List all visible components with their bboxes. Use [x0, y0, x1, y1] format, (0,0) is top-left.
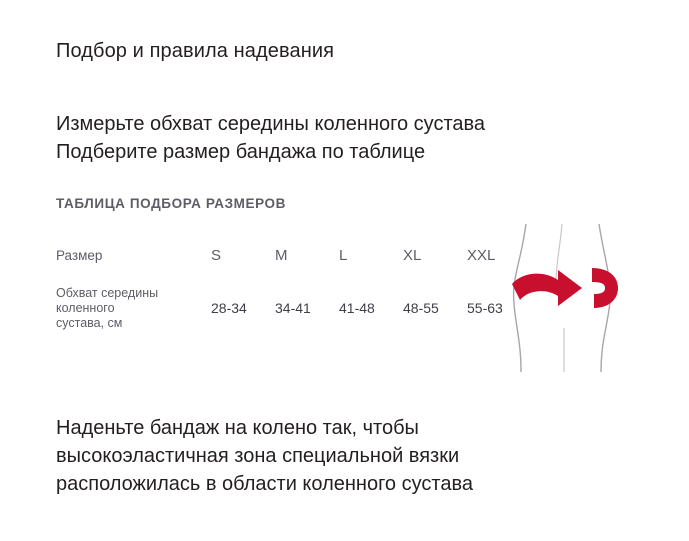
table-cell-value: 28-34 — [211, 300, 247, 316]
table-header-size: XL — [403, 246, 422, 264]
table-row-label — [56, 277, 211, 339]
table-header-size: S — [211, 246, 222, 264]
table-cell-value: 34-41 — [275, 300, 311, 316]
table-row-label-line: коленного — [56, 300, 115, 315]
size-table-title: ТАБЛИЦА ПОДБОРА РАЗМЕРОВ — [56, 196, 286, 211]
instruction-step-three — [56, 414, 473, 498]
knee-brace-illustration — [504, 224, 636, 372]
table-row — [56, 277, 531, 339]
instruction-line: Подберите размер бандажа по таблице — [56, 141, 426, 163]
table-row-header — [56, 233, 531, 277]
table-row-label-line: сустава, см — [56, 315, 123, 330]
table-cell-value: 55-63 — [467, 300, 503, 316]
table-header-size: L — [339, 246, 348, 264]
table-row-label-line: Обхват середины — [56, 285, 159, 300]
table-cell-value: 41-48 — [339, 300, 375, 316]
instruction-line: Наденьте бандаж на колено так, чтобы — [56, 417, 419, 439]
table-header-size: XXL — [467, 246, 496, 264]
instruction-step-one — [56, 110, 485, 166]
size-table — [56, 233, 531, 339]
table-header-label: Размер — [56, 247, 103, 263]
table-cell-value: 48-55 — [403, 300, 439, 316]
table-header-size: M — [275, 246, 288, 264]
instruction-line: Измерьте обхват середины коленного сустава — [56, 113, 486, 135]
instruction-line: расположилась в области коленного сустава — [56, 473, 473, 495]
instruction-line: высокоэластичная зона специальной вязки — [56, 445, 460, 467]
page-title: Подбор и правила надевания — [56, 40, 335, 62]
